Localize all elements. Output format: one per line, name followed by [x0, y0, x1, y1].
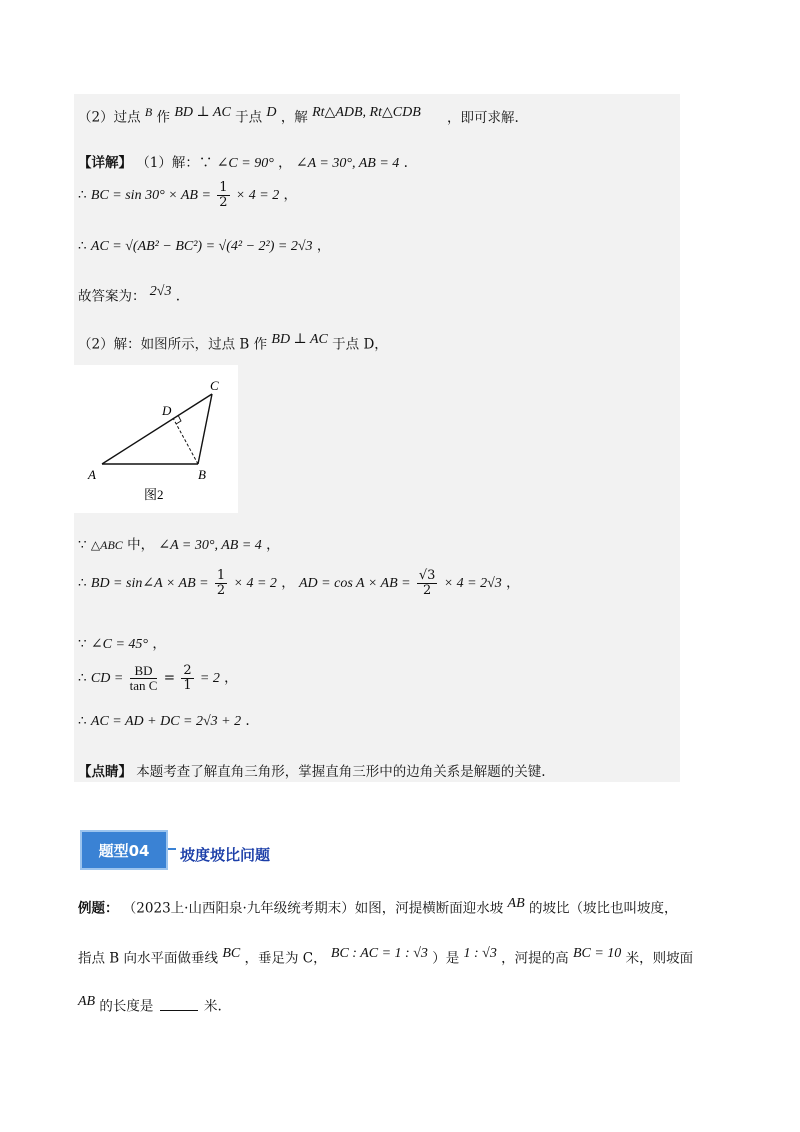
bd-lhs: BD = sin∠A × AB = — [90, 576, 209, 591]
segment-bc: BC — [222, 946, 241, 961]
fraction-bd-over-tanc: $\frac{BD}{\text{tan C}}$ — [129, 663, 158, 693]
example-label: 例题： — [78, 900, 119, 917]
hint-mid2: 于点 — [235, 109, 263, 126]
example-text3a: 的长度是 — [99, 998, 154, 1015]
label-d: D — [162, 403, 172, 418]
step-cd — [78, 664, 238, 693]
ratio-expression: BC : AC = 1 : √3 — [330, 946, 428, 961]
ac-expr: √(AB² − BC²) = √(4² − 2²) = 2√3 — [125, 239, 313, 254]
therefore-symbol: ∴ — [78, 713, 87, 729]
answer-line — [78, 284, 180, 305]
detail-intro: （1）解：∵ — [136, 155, 213, 171]
triangle-abc: △ABC — [90, 538, 123, 552]
hint-prefix: （2）过点 — [78, 109, 141, 126]
cd-eq: = — [163, 670, 176, 686]
step-c45 — [78, 632, 166, 653]
because-symbol: ∵ — [78, 636, 87, 652]
label-a: A — [88, 467, 96, 482]
cd-rhs: = 2 — [199, 671, 220, 686]
angle-c-45: ∠C = 45° — [90, 637, 149, 652]
answer-blank[interactable] — [160, 1010, 198, 1011]
figure-caption: 图2 — [144, 487, 164, 502]
fraction-sqrt3-over-2: $\frac{√3}{2}$ — [418, 568, 436, 598]
point-d: D — [266, 105, 277, 120]
answer-end: . — [175, 288, 181, 305]
cd-lhs: CD = — [90, 671, 124, 686]
final-expr: AC = AD + DC = 2√3 + 2 — [90, 714, 242, 729]
hint-suffix: ，即可求解. — [447, 109, 519, 126]
part2-end: 于点 D， — [332, 336, 388, 353]
example-text3b: 米. — [204, 998, 222, 1015]
example-text1: （2023上·山西阳泉·九年级统考期末）如图，河提横断面迎水坡 — [122, 900, 504, 917]
section-tag: 题型04 — [80, 830, 168, 870]
step-final — [78, 713, 250, 730]
because-symbol: ∵ — [78, 537, 87, 553]
part2-bd-perp-ac: BD ⊥ AC — [271, 332, 328, 347]
c45-end: ， — [152, 636, 166, 652]
given-angle-a-ab: ∠A = 30°, AB = 4 — [295, 156, 400, 171]
answer-value: 2√3 — [149, 284, 172, 299]
label-b: B — [198, 467, 206, 482]
abc-end: ， — [266, 537, 280, 553]
detail-sep: ， — [278, 155, 292, 171]
step-bd-ad — [78, 569, 520, 598]
hint-mid1: 作 — [156, 109, 171, 126]
therefore-symbol: ∴ — [78, 575, 87, 591]
example-line3 — [78, 994, 222, 1015]
example-text1-end: 的坡比（坡比也叫坡度， — [528, 900, 678, 917]
hint-mid3: ，解 — [280, 109, 308, 126]
step-abc — [78, 533, 280, 554]
ad-rhs: × 4 = 2√3 — [443, 576, 502, 591]
step-bc — [78, 181, 297, 210]
abc-mid: 中， — [127, 537, 155, 553]
slope-ab-repeat: AB — [78, 994, 96, 1009]
section-tag-connector — [168, 848, 176, 850]
side-bc — [198, 394, 212, 464]
bd-perp-ac: BD ⊥ AC — [174, 105, 231, 120]
given-angle-c: ∠C = 90° — [216, 156, 274, 171]
comment-text: 本题考查了解直角三角形，掌握直角三形中的边角关系是解题的关键. — [136, 764, 546, 780]
slope-ab: AB — [507, 896, 525, 911]
therefore-symbol: ∴ — [78, 238, 87, 254]
comment-label: 【点睛】 — [78, 764, 132, 780]
slope-ratio: 1 : √3 — [463, 946, 497, 961]
fraction-2-over-1: $\frac{2}{1}$ — [183, 663, 192, 693]
section-title: 坡度坡比问题 — [180, 846, 271, 864]
therefore-symbol: ∴ — [78, 187, 87, 203]
example-text2e: 米，则坡面 — [625, 950, 694, 967]
bc-rhs: × 4 = 2 — [235, 188, 280, 203]
final-end: . — [245, 713, 250, 729]
answer-label: 故答案为： — [78, 288, 146, 305]
hint-line — [78, 104, 519, 126]
cd-end: ， — [224, 670, 238, 686]
triangle-diagram — [74, 365, 238, 513]
bd-rhs: × 4 = 2 — [233, 576, 277, 591]
fraction-half: $\frac{1}{2}$ — [219, 180, 228, 210]
detail-end: . — [403, 155, 408, 171]
fraction-half: $\frac{1}{2}$ — [216, 568, 226, 598]
detail-label: 【详解】 — [78, 155, 132, 171]
bd-ad-sep: ， — [281, 575, 295, 591]
detail-line — [78, 151, 408, 172]
example-line1 — [78, 896, 677, 917]
example-text2d: ，河提的高 — [501, 950, 569, 967]
step-ac — [78, 234, 330, 255]
triangles-label: Rt△ADB, Rt△CDB — [312, 105, 421, 120]
part2-text: （2）解：如图所示，过点 B 作 — [78, 336, 268, 353]
triangle-figure — [74, 365, 238, 513]
bd-ad-end: ， — [506, 575, 520, 591]
comment-line — [78, 760, 546, 780]
part2-line — [78, 331, 388, 353]
dam-height: BC = 10 — [572, 946, 622, 961]
label-c: C — [210, 378, 219, 393]
bc-end: ， — [283, 187, 297, 203]
abc-given: ∠A = 30°, AB = 4 — [158, 538, 262, 553]
example-text2b: ，垂足为 C， — [244, 950, 327, 967]
therefore-symbol: ∴ — [78, 670, 87, 686]
ac-end: ， — [316, 238, 331, 254]
side-ac — [102, 394, 212, 464]
example-text2c: ）是 — [432, 950, 460, 967]
point-b: B — [144, 105, 153, 119]
altitude-bd — [173, 418, 198, 464]
ac-lhs: AC = — [90, 239, 126, 254]
example-text2a: 指点 B 向水平面做垂线 — [78, 950, 219, 967]
ad-lhs: AD = cos A × AB = — [299, 576, 411, 591]
bc-lhs: BC = sin 30° × AB = — [90, 188, 211, 203]
example-line2 — [78, 946, 693, 967]
